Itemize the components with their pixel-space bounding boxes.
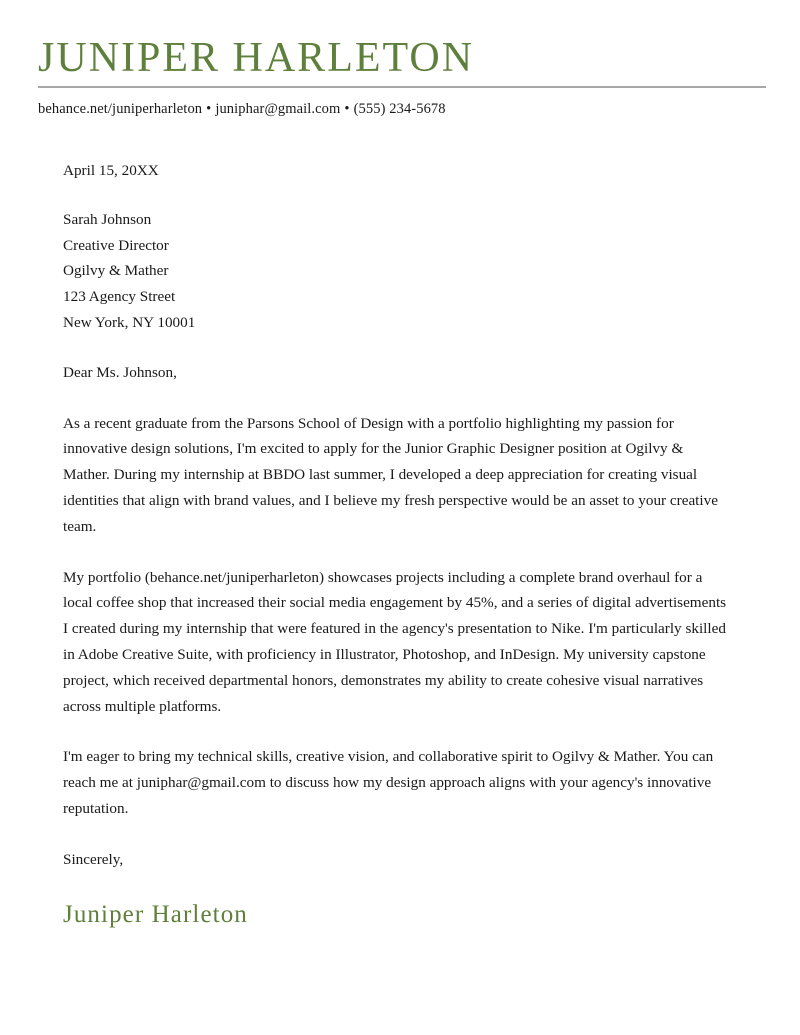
salutation: Dear Ms. Johnson, — [63, 363, 177, 381]
recipient-street: 123 Agency Street — [63, 288, 176, 306]
page-title: JUNIPER HARLETON — [38, 35, 475, 81]
recipient-company: Ogilvy & Mather — [63, 262, 169, 280]
header-divider — [38, 86, 766, 88]
letter-body — [0, 158, 800, 928]
recipient-address-block — [63, 207, 733, 336]
body-paragraph-1: As a recent graduate from the Parsons School of Design with a portfolio highlighting my passion for innovative design solutions, I'm excited to apply for the Junior Graphic Designer position at Ogilvy & Mather. During my internship at BBDO last summer, I developed a deep appreciation for creating visual identities that align with brand values, and I believe my fresh perspective would be an asset to your creative team. — [63, 414, 718, 535]
contact-line — [38, 101, 766, 118]
contact-email[interactable]: juniphar@gmail.com — [215, 101, 341, 118]
contact-separator-2: • — [344, 101, 350, 118]
body-paragraph-3: I'm eager to bring my technical skills, creative vision, and collaborative spirit to Ogilvy & Mather. You can reach me at juniphar@gmail.com to discuss how my design approach aligns with your agency's innovative reputation. — [63, 748, 714, 818]
letterhead — [0, 0, 800, 118]
recipient-name: Sarah Johnson — [63, 210, 152, 228]
signature-name: Juniper Harleton — [63, 900, 248, 928]
contact-separator-1: • — [206, 101, 212, 118]
contact-portfolio[interactable]: behance.net/juniperharleton — [38, 101, 203, 118]
recipient-title: Creative Director — [63, 236, 169, 254]
recipient-city-state-zip: New York, NY 10001 — [63, 314, 196, 332]
closing-salutation: Sincerely, — [63, 850, 124, 868]
letter-date: April 15, 20XX — [63, 162, 159, 180]
contact-phone[interactable]: (555) 234-5678 — [353, 101, 446, 118]
body-paragraph-2: My portfolio (behance.net/juniperharleton) showcases projects including a complete brand overhaul for a local coffee shop that increased their social media engagement by 45%, and a series of digital advertisements I created during my internship that were featured in the agency's presentation to Nike. I'm particularly skilled in Adobe Creative Suite, with proficiency in Illustrator, Photoshop, and InDesign. My university capstone project, which received departmental honors, demonstrates my ability to create cohesive visual narratives across multiple platforms. — [63, 568, 727, 715]
